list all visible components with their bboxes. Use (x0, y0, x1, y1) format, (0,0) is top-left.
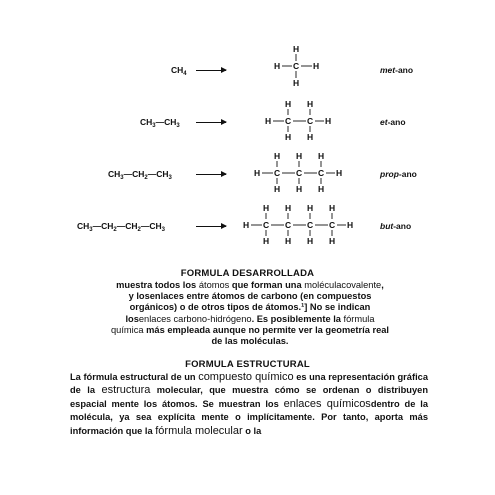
structural-formula-propane (246, 149, 346, 197)
name-butane: but-ano (380, 221, 412, 231)
svg-text:C: C (318, 168, 325, 178)
link-enlaces-carbono-hidrogeno[interactable]: enlaces carbono-hidrógeno (138, 313, 252, 324)
link-estructura[interactable]: estructura (101, 384, 151, 397)
name-ethane: et-ano (380, 117, 406, 127)
reaction-arrow (196, 122, 226, 123)
reaction-arrow (196, 226, 226, 227)
svg-text:H: H (263, 236, 270, 246)
svg-text:C: C (263, 220, 270, 230)
svg-text:C: C (293, 61, 300, 71)
link-atomos[interactable]: átomos (265, 302, 299, 313)
svg-text:H: H (329, 236, 336, 246)
svg-text:H: H (285, 99, 292, 109)
svg-text:H: H (293, 78, 300, 88)
reaction-arrow (196, 174, 226, 175)
svg-text:C: C (307, 116, 314, 126)
link-atomos[interactable]: átomos (211, 291, 245, 302)
link-formula[interactable]: fórmula (343, 313, 375, 324)
link-enlaces-quimicos[interactable]: enlaces químicos (283, 397, 371, 410)
svg-text:H: H (347, 220, 354, 230)
svg-text:H: H (307, 99, 314, 109)
svg-text:H: H (285, 236, 292, 246)
svg-text:H: H (254, 168, 261, 178)
svg-text:H: H (296, 184, 303, 194)
svg-text:H: H (263, 203, 270, 213)
condensed-formula-propane: $CH_3—CH_2—CH_3$ (108, 169, 172, 181)
svg-text:H: H (307, 132, 314, 142)
svg-text:H: H (318, 151, 325, 161)
svg-text:C: C (329, 220, 336, 230)
name-propane: prop-ano (380, 169, 417, 179)
svg-text:H: H (318, 184, 325, 194)
paragraph-formula-desarrollada: muestra todos los átomos que forman una moléculacovalente, y losenlaces entre átomos de carbono (en compuestos orgánicos) o de otros tipos de átomos.¹] No se indican losenlaces carbono-hidrógeno. Es posiblemente la fórmula química más empleada aunque no permite ver la geometría real de las moléculas. (111, 280, 389, 347)
link-atomos[interactable]: átomos (198, 280, 230, 290)
svg-text:H: H (307, 203, 314, 213)
svg-text:H: H (243, 220, 250, 230)
svg-text:H: H (274, 151, 281, 161)
svg-text:H: H (274, 184, 281, 194)
svg-text:H: H (325, 116, 332, 126)
svg-text:C: C (285, 116, 292, 126)
link-compuesto-quimico[interactable]: compuesto químico (198, 371, 294, 383)
structural-formula-methane (270, 42, 330, 92)
svg-text:H: H (285, 203, 292, 213)
condensed-formula-ethane: $CH_3—CH_3$ (140, 117, 180, 129)
paragraph-formula-estructural: La fórmula estructural de un compuesto químico es una representación gráfica de la estructura molecular, que muestra cómo se ordenan o distribuyen espacial mente los átomos. Se muestran los enlaces químicosdentro de la molécula, ya sea explícita mente o implícitamente. Por tanto, aporta más información que la fórmula molecular o la (70, 371, 428, 437)
svg-text:H: H (296, 151, 303, 161)
svg-text:H: H (307, 236, 314, 246)
name-methane: met-ano (380, 65, 414, 75)
svg-text:H: H (336, 168, 343, 178)
heading-formula-desarrollada: FORMULA DESARROLLADA (180, 268, 315, 279)
structural-formula-butane (240, 201, 360, 249)
condensed-formula-butane: $CH_3—CH_2—CH_2—CH_3$ (77, 221, 165, 233)
svg-text:H: H (329, 203, 336, 213)
svg-text:H: H (285, 132, 292, 142)
link-molecula-covalente[interactable]: moléculacovalente (304, 280, 382, 290)
svg-text:H: H (274, 61, 281, 71)
link-quimica[interactable]: química (111, 324, 144, 335)
svg-text:C: C (296, 168, 303, 178)
heading-formula-estructural: FORMULA ESTRUCTURAL (185, 359, 310, 370)
reaction-arrow (196, 70, 226, 71)
link-enlaces[interactable]: enlaces (149, 291, 184, 302)
svg-text:H: H (293, 44, 300, 54)
svg-text:C: C (307, 220, 314, 230)
structural-formula-ethane (255, 97, 335, 145)
svg-text:C: C (285, 220, 292, 230)
link-formula-molecular[interactable]: fórmula molecular (155, 424, 243, 437)
svg-text:H: H (313, 61, 320, 71)
svg-text:H: H (265, 116, 272, 126)
condensed-formula-methane: $CH_4$ (171, 65, 187, 77)
svg-text:C: C (274, 168, 281, 178)
